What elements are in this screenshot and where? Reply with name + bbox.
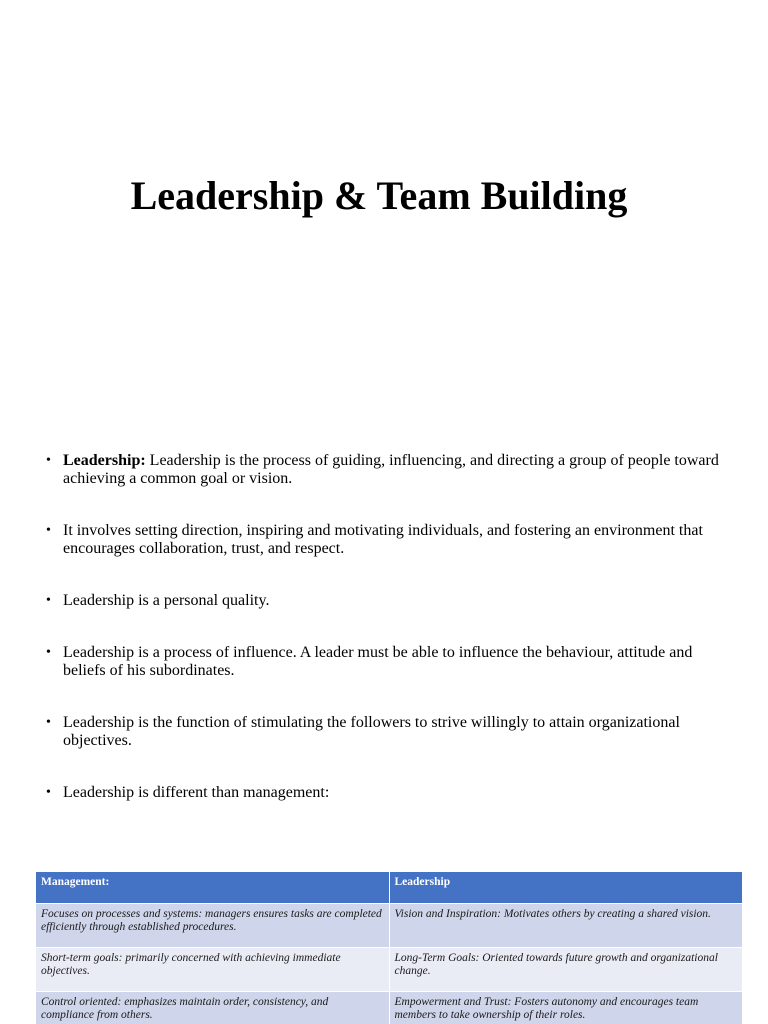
bullet-dot-icon: • — [46, 523, 51, 538]
bullet-item — [46, 714, 736, 750]
bullet-dot-icon: • — [46, 785, 51, 800]
bullet-text: Leadership is a process of influence. A leader must be able to influence the behaviour, attitude and beliefs of his subordinates. — [63, 644, 693, 679]
bullet-item — [46, 644, 736, 680]
bullet-text: Leadership is the process of guiding, influencing, and directing a group of people toward achieving a common goal or vision. — [63, 452, 719, 487]
table-row — [36, 948, 743, 992]
bullet-dot-icon: • — [46, 645, 51, 660]
comparison-table — [35, 871, 743, 1024]
bullet-dot-icon: • — [46, 453, 51, 468]
table-cell: Control oriented: emphasizes maintain order, consistency, and compliance from others. — [36, 992, 390, 1024]
table-row — [36, 992, 743, 1024]
header-leadership: Leadership — [389, 872, 743, 904]
bullet-text: Leadership is the function of stimulating the followers to strive willingly to attain organizational objectives. — [63, 714, 680, 749]
comparison-table-wrap — [35, 871, 743, 1024]
table-cell: Short-term goals: primarily concerned with achieving immediate objectives. — [36, 948, 390, 992]
bullet-list — [46, 452, 736, 836]
bullet-item — [46, 592, 736, 610]
bullet-text: Leadership is different than management: — [63, 784, 330, 801]
bullet-item — [46, 452, 736, 488]
table-row — [36, 904, 743, 948]
header-management: Management: — [36, 872, 390, 904]
table-cell: Long-Term Goals: Oriented towards future growth and organizational change. — [389, 948, 743, 992]
bullet-item — [46, 784, 736, 802]
table-cell: Empowerment and Trust: Fosters autonomy and encourages team members to take ownership of their roles. — [389, 992, 743, 1024]
bullet-lead: Leadership: — [63, 452, 146, 469]
bullet-text: It involves setting direction, inspiring and motivating individuals, and fostering an environment that encourages collaboration, trust, and respect. — [63, 522, 703, 557]
bullet-dot-icon: • — [46, 593, 51, 608]
bullet-dot-icon: • — [46, 715, 51, 730]
table-header-row — [36, 872, 743, 904]
page-title: Leadership & Team Building — [130, 173, 628, 218]
table-cell: Focuses on processes and systems: managers ensures tasks are completed efficiently through established procedures. — [36, 904, 390, 948]
bullet-text: Leadership is a personal quality. — [63, 592, 270, 609]
bullet-item — [46, 522, 736, 558]
table-cell: Vision and Inspiration: Motivates others by creating a shared vision. — [389, 904, 743, 948]
